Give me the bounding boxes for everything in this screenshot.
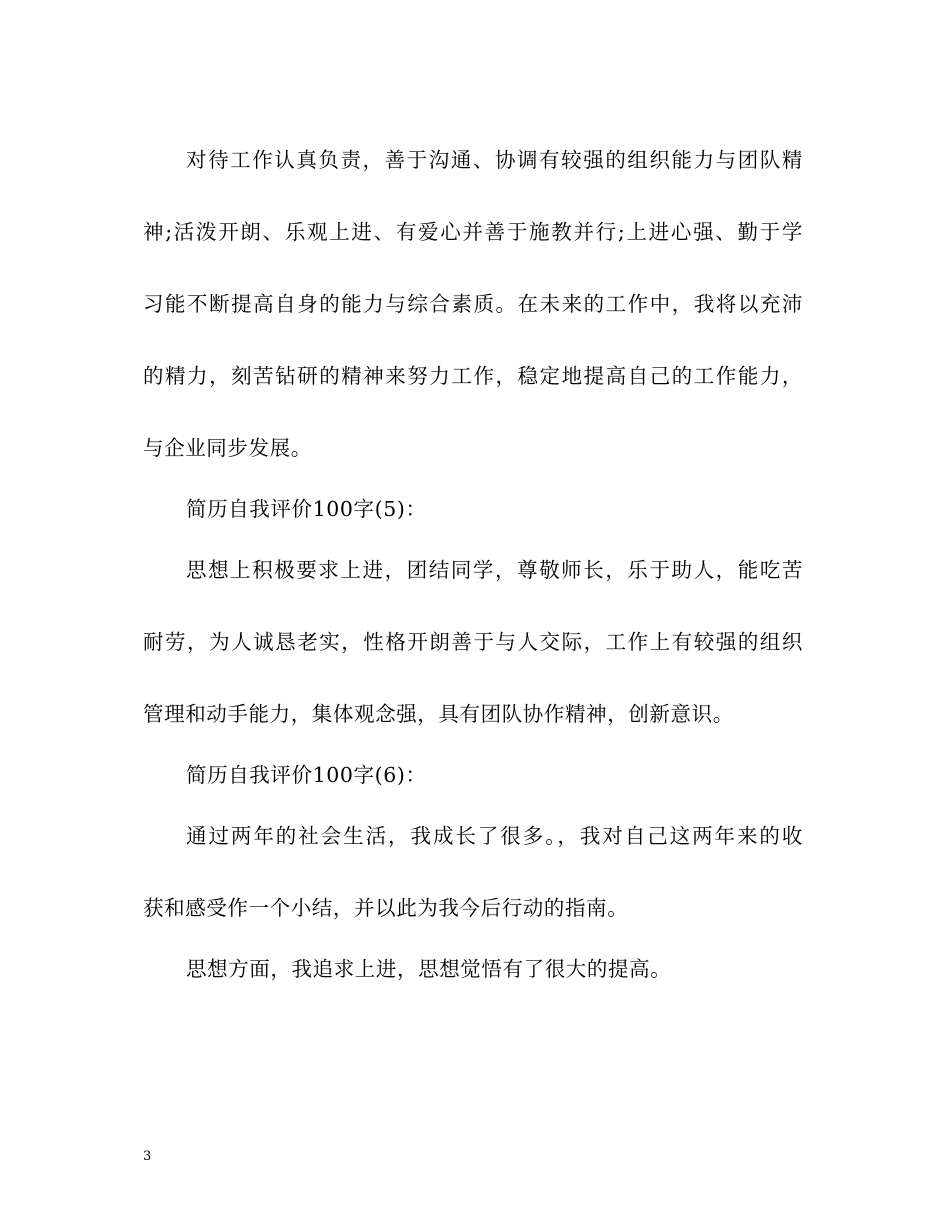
paragraph-line: 思想方面，我追求上进，思想觉悟有了很大的提高。	[186, 957, 672, 981]
paragraph-line: 神;活泼开朗、乐观上进、有爱心并善于施教并行;上进心强、勤于学	[143, 220, 803, 244]
paragraph-line: 耐劳，为人诚恳老实，性格开朗善于与人交际，工作上有较强的组织	[143, 630, 803, 654]
paragraph-line: 通过两年的社会生活，我成长了很多。，我对自己这两年来的收	[186, 824, 803, 848]
paragraph-line: 习能不断提高自身的能力与综合素质。在未来的工作中，我将以充沛	[143, 292, 803, 316]
paragraph-line: 与企业同步发展。	[143, 436, 312, 460]
page-number: 3	[143, 1149, 152, 1164]
paragraph-line: 管理和动手能力，集体观念强，具有团队协作精神，创新意识。	[143, 702, 734, 726]
paragraph-line: 对待工作认真负责，善于沟通、协调有较强的组织能力与团队精	[186, 148, 803, 172]
section-heading: 简历自我评价100字(6)：	[186, 763, 427, 787]
section-heading: 简历自我评价100字(5)：	[186, 497, 427, 521]
paragraph-line: 获和感受作一个小结，并以此为我今后行动的指南。	[143, 896, 629, 920]
paragraph-line: 思想上积极要求上进，团结同学，尊敬师长，乐于助人，能吃苦	[186, 558, 803, 582]
paragraph-line: 的精力，刻苦钻研的精神来努力工作，稳定地提高自己的工作能力，	[143, 364, 803, 388]
